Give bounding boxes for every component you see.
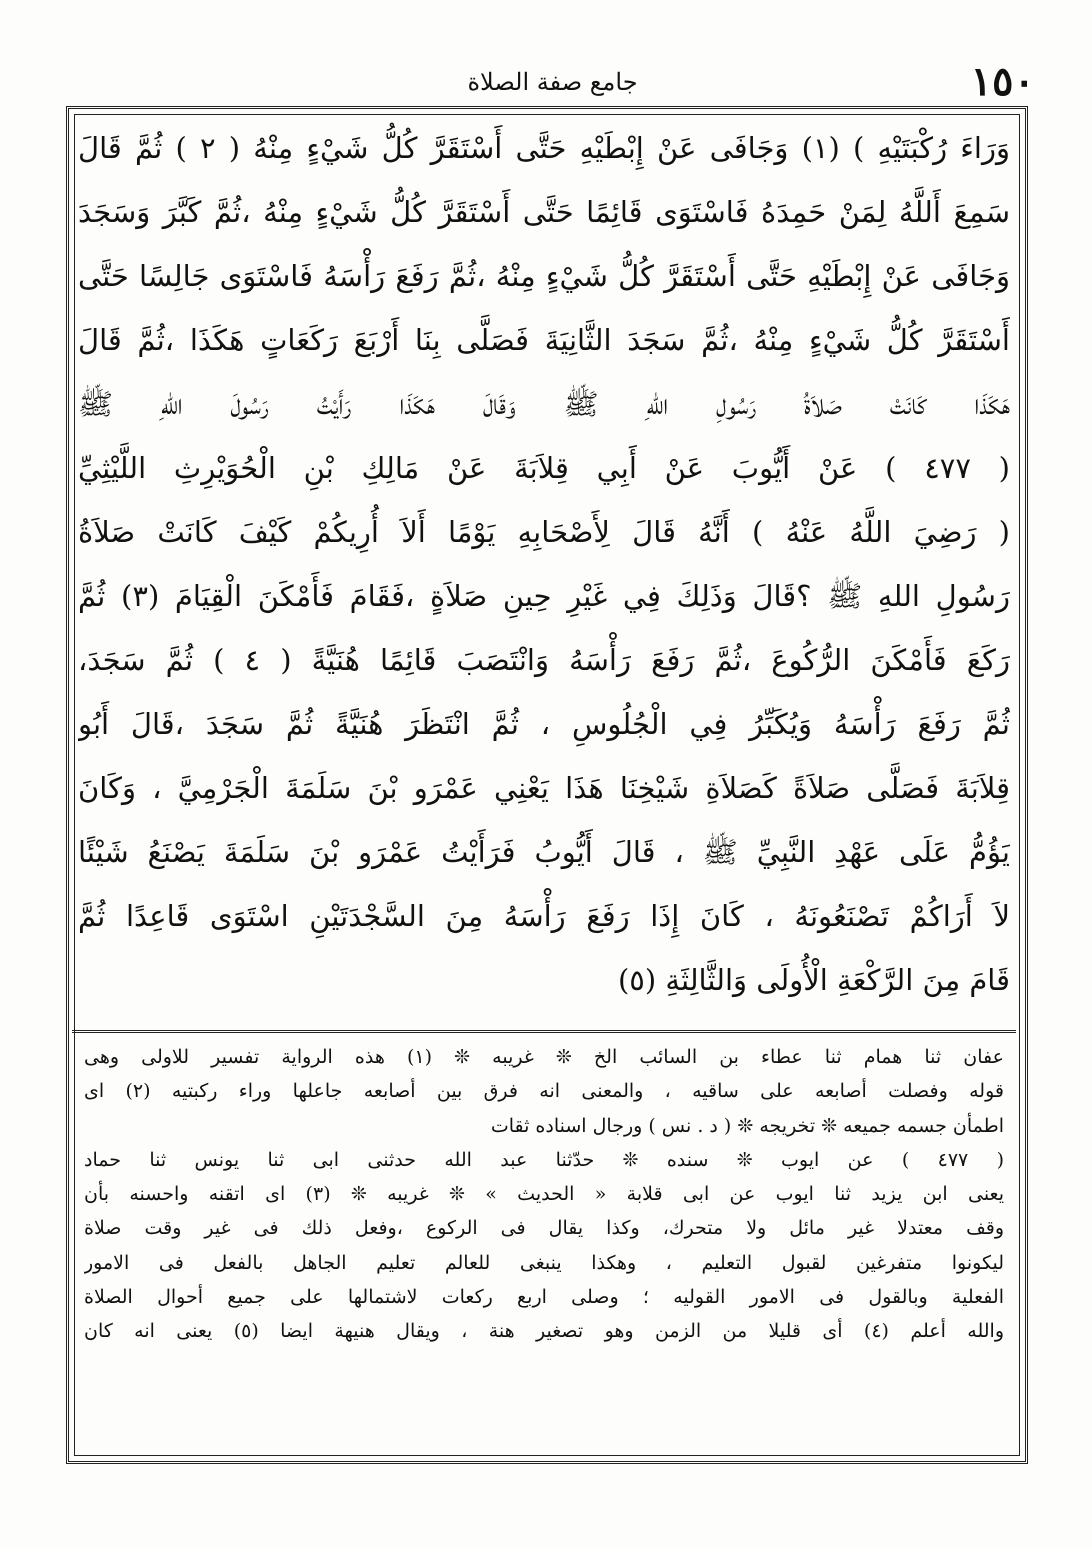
main-text-line: لاَ أَرَاكُمْ تَصْنَعُونَهُ ، كَانَ إِذَا رَفَعَ رَأْسَهُ مِنَ السَّجْدَتَيْنِ اسْتَوَى قَاعِدًا ثُمَّ [78, 899, 1010, 933]
footnote-line: ( ٤٧٧ ) عن ايوب ❊ سنده ❊ حدّثنا عبد الله حدثنى ابى ثنا يونس ثنا حماد [84, 1148, 1004, 1171]
footnote-line: اطمأن جسمه جميعه ❊ تخريجه ❊ ( د . نس ) ورجال اسناده ثقات [490, 1114, 1004, 1137]
main-text-line: قَامَ مِنَ الرَّكْعَةِ الْأُولَى وَالثَّالِثَةِ (٥) [617, 963, 1010, 997]
main-text-line: يَؤُمُّ عَلَى عَهْدِ النَّبِيِّ ﷺ ، قَالَ أَيُّوبُ فَرَأَيْتُ عَمْرَو بْنَ سَلَمَةَ يَصْنَعُ شَيْئًا [78, 835, 1010, 869]
running-title: جامع صفة الصلاة [467, 68, 638, 96]
footnote-line: الفعلية وبالقول فى الامور القوليه ؛ وصلى اربع ركعات لاشتمالها على جميع أحوال الصلاة [84, 1286, 1004, 1309]
footnote-line: عفان ثنا همام ثنا عطاء بن السائب الخ ❊ غريبه ❊ (١) هذه الرواية تفسير للاولى وهى [84, 1046, 1004, 1068]
page-header [70, 58, 1035, 105]
main-text-line: أَسْتَقَرَّ كُلُّ شَيْءٍ مِنْهُ ،ثُمَّ سَجَدَ الثَّانِيَةَ فَصَلَّى بِنَا أَرْبَعَ رَكَعَاتٍ هَكَذَا ،ثُمَّ قَالَ [78, 323, 1010, 357]
main-text-line: ( ٤٧٧ ) عَنْ أَيُّوبَ عَنْ أَبِي قِلاَبَةَ عَنْ مَالِكِ بْنِ الْحُوَيْرِثِ اللَّيْثِيِّ [78, 451, 1010, 485]
page-number: ١٥٠ [970, 58, 1035, 105]
footnote-line: يعنى ابن يزيد ثنا ايوب عن ابى قلابة « الحديث » ❊ غريبه ❊ (٣) اى اتقنه واحسنه بأن [84, 1183, 1004, 1206]
main-text [78, 116, 1010, 1026]
main-text-line: قِلاَبَةَ فَصَلَّى صَلاَةً كَصَلاَةِ شَيْخِنَا هَذَا يَعْنِي عَمْرَو بْنَ سَلَمَةَ الْجَرْمِيَّ ، وَكَانَ [78, 771, 1010, 805]
footnote-line: ليكونوا متفرغين لقبول التعليم ، وهكذا ينبغى للعالم تعليم الجاهل بالفعل فى الامور [84, 1251, 1004, 1274]
footnote-divider [72, 1030, 1016, 1033]
main-text-line: سَمِعَ أَللَّهُ لِمَنْ حَمِدَهُ فَاسْتَوَى قَائِمًا حَتَّى أَسْتَقَرَّ كُلُّ شَيْءٍ مِنْهُ ،ثُمَّ كَبَّرَ وَسَجَدَ [78, 195, 1010, 229]
footnotes [84, 1040, 1004, 1450]
main-text-line: ( رَضِيَ اللَّهُ عَنْهُ ) أَنَّهُ قَالَ لِأَصْحَابِهِ يَوْمًا أَلاَ أُرِيكُمْ كَيْفَ كَانَتْ صَلاَةُ [78, 515, 1010, 549]
main-text-line: هَكَذَا كَانَتْ صَلاَةُ رَسُولِ اللهِ ﷺ وَقَالَ هَكَذَا رَأَيْتُ رَسُولَ اللهِ ﷺ [78, 387, 1010, 421]
main-text-line: وَجَافَى عَنْ إِبْطَيْهِ حَتَّى أَسْتَقَرَّ كُلُّ شَيْءٍ مِنْهُ ،ثُمَّ رَفَعَ رَأْسَهُ فَاسْتَوَى جَالِسًا حَتَّى [78, 259, 1010, 293]
main-text-line: ثُمَّ رَفَعَ رَأْسَهُ وَيُكَبِّرُ فِي الْجُلُوسِ ، ثُمَّ انْتَظَرَ هُنَيَّةً ثُمَّ سَجَدَ ،قَالَ أَبُو [78, 707, 1010, 741]
footnote-line: قوله وفصلت أصابعه على ساقيه ، والمعنى انه فرق بين أصابعه جاعلها وراء ركبتيه (٢) اى [84, 1080, 1004, 1103]
main-text-line: رَكَعَ فَأَمْكَنَ الرُّكُوعَ ،ثُمَّ رَفَعَ رَأْسَهُ وَانْتَصَبَ قَائِمًا هُنَيَّةً ( ٤ ) ثُمَّ سَجَدَ، [78, 643, 1010, 677]
main-text-line: وَرَاءَ رُكْبَتَيْهِ ) (١) وَجَافَى عَنْ إِبْطَيْهِ حَتَّى أَسْتَقَرَّ كُلُّ شَيْءٍ مِنْهُ ( ٢ ) ثُمَّ قَالَ [78, 131, 1010, 165]
main-text-line: رَسُولِ اللهِ ﷺ ؟قَالَ وَذَلِكَ فِي غَيْرِ حِينِ صَلاَةٍ ،فَقَامَ فَأَمْكَنَ الْقِيَامَ (٣) ثُمَّ [78, 579, 1010, 613]
footnote-line: والله أعلم (٤) أى قليلا من الزمن وهو تصغير هنة ، ويقال هنيهة ايضا (٥) يعنى انه كان [84, 1320, 1004, 1343]
footnote-line: وقف معتدلا غير مائل ولا متحرك، وكذا يقال فى الركوع ،وفعل ذلك فى غير وقت صلاة [84, 1217, 1004, 1240]
